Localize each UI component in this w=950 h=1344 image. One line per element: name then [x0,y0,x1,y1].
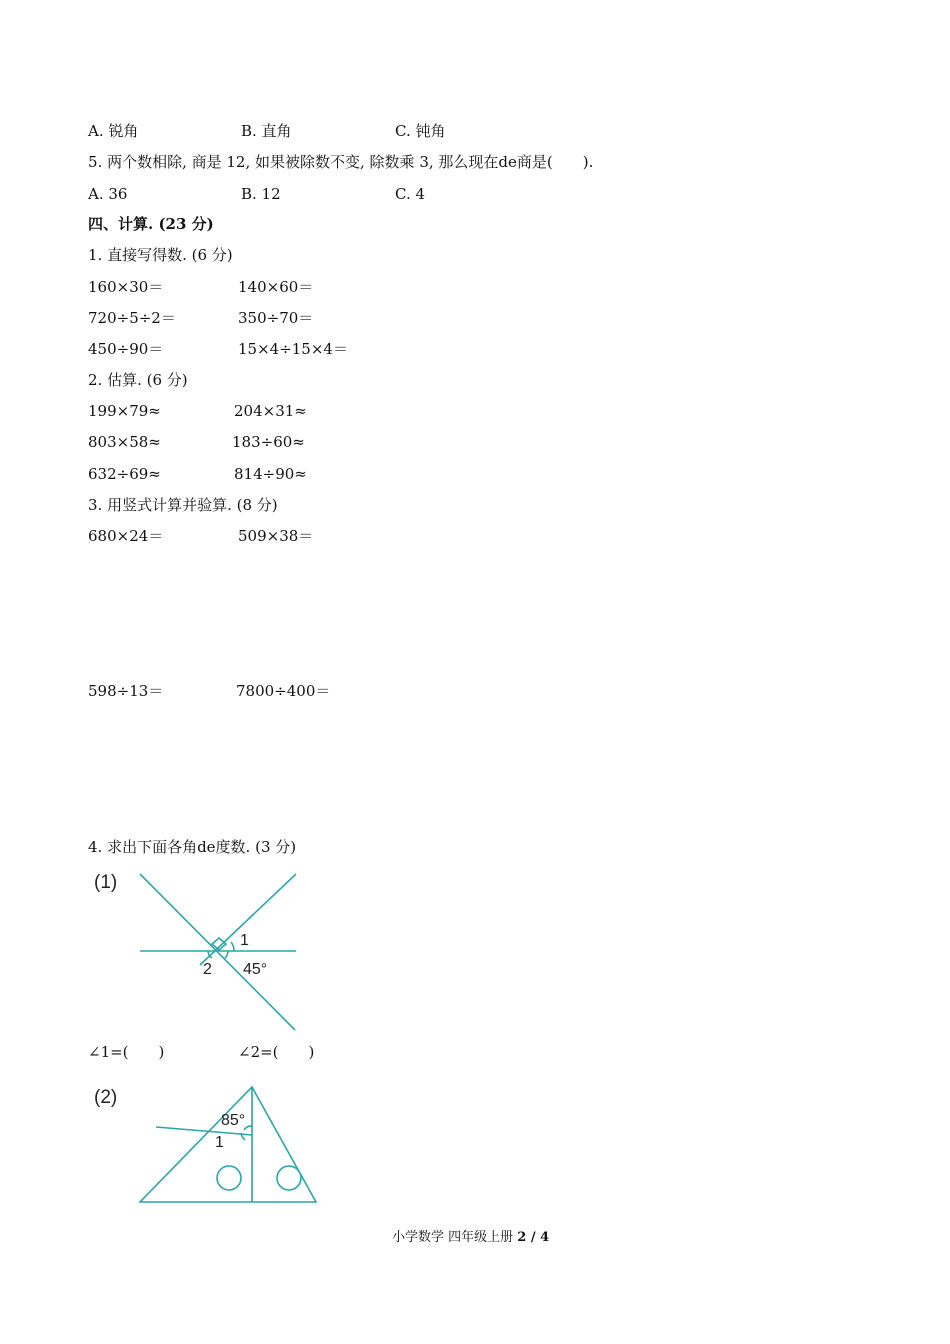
vertical-calc-item: 598÷13＝ [88,682,164,700]
option-a: A. 锐角 [88,122,139,140]
calc-item: 350÷70＝ [238,309,314,327]
calc-item: 140×60＝ [238,278,314,296]
answer-angle-1: ∠1=( ) [88,1043,165,1061]
angle-2-label: 2 [203,961,212,978]
page-number: 2 / 4 [517,1230,550,1245]
calc-item: 15×4÷15×4＝ [238,340,348,358]
vertical-calc-item: 509×38＝ [238,527,314,545]
fig2-label: (2) [94,1087,118,1108]
q5-option-b: B. 12 [241,185,281,203]
page-footer [392,1228,549,1248]
angle-1-label: 1 [240,932,249,949]
q5-option-c: C. 4 [395,185,426,203]
calc-item: 450÷90＝ [88,340,164,358]
q5-option-a: A. 36 [88,185,128,203]
triangle-ruler [140,1087,316,1202]
estimate-item: 199×79≈ [88,402,161,420]
calc-item: 160×30＝ [88,278,164,296]
estimate-item: 814÷90≈ [234,465,307,483]
angle-45-arc [225,951,228,958]
angle-1-arc [231,942,234,951]
angle-45-label: 45° [243,961,268,978]
part4-title: 4. 求出下面各角de度数. (3 分) [88,838,297,856]
vertical-calc-item: 7800÷400＝ [236,682,331,700]
estimate-item: 183÷60≈ [232,433,305,451]
question-5: 5. 两个数相除, 商是 12, 如果被除数不变, 除数乘 3, 那么现在de商是( ). [88,153,594,171]
estimate-item: 204×31≈ [234,402,307,420]
angle-85-label: 85° [221,1112,246,1129]
part3-title: 3. 用竖式计算并验算. (8 分) [88,496,278,514]
ruler-hole-right [277,1166,301,1190]
section-title: 四、计算. (23 分) [88,215,214,233]
angle-figure-1 [88,862,328,1034]
part2-title: 2. 估算. (6 分) [88,371,188,389]
angle-figure-2 [88,1075,344,1211]
option-b: B. 直角 [241,122,292,140]
estimate-item: 632÷69≈ [88,465,161,483]
estimate-item: 803×58≈ [88,433,161,451]
answer-angle-2: ∠2=( ) [238,1043,315,1061]
option-c: C. 钝角 [395,122,446,140]
part1-title: 1. 直接写得数. (6 分) [88,246,233,264]
footer-text: 小学数学 四年级上册 [392,1230,518,1245]
angle-1-label: 1 [215,1134,224,1151]
calc-item: 720÷5÷2＝ [88,309,176,327]
vertical-calc-item: 680×24＝ [88,527,164,545]
fig1-label: (1) [94,872,118,893]
ruler-hole-left [217,1166,241,1190]
